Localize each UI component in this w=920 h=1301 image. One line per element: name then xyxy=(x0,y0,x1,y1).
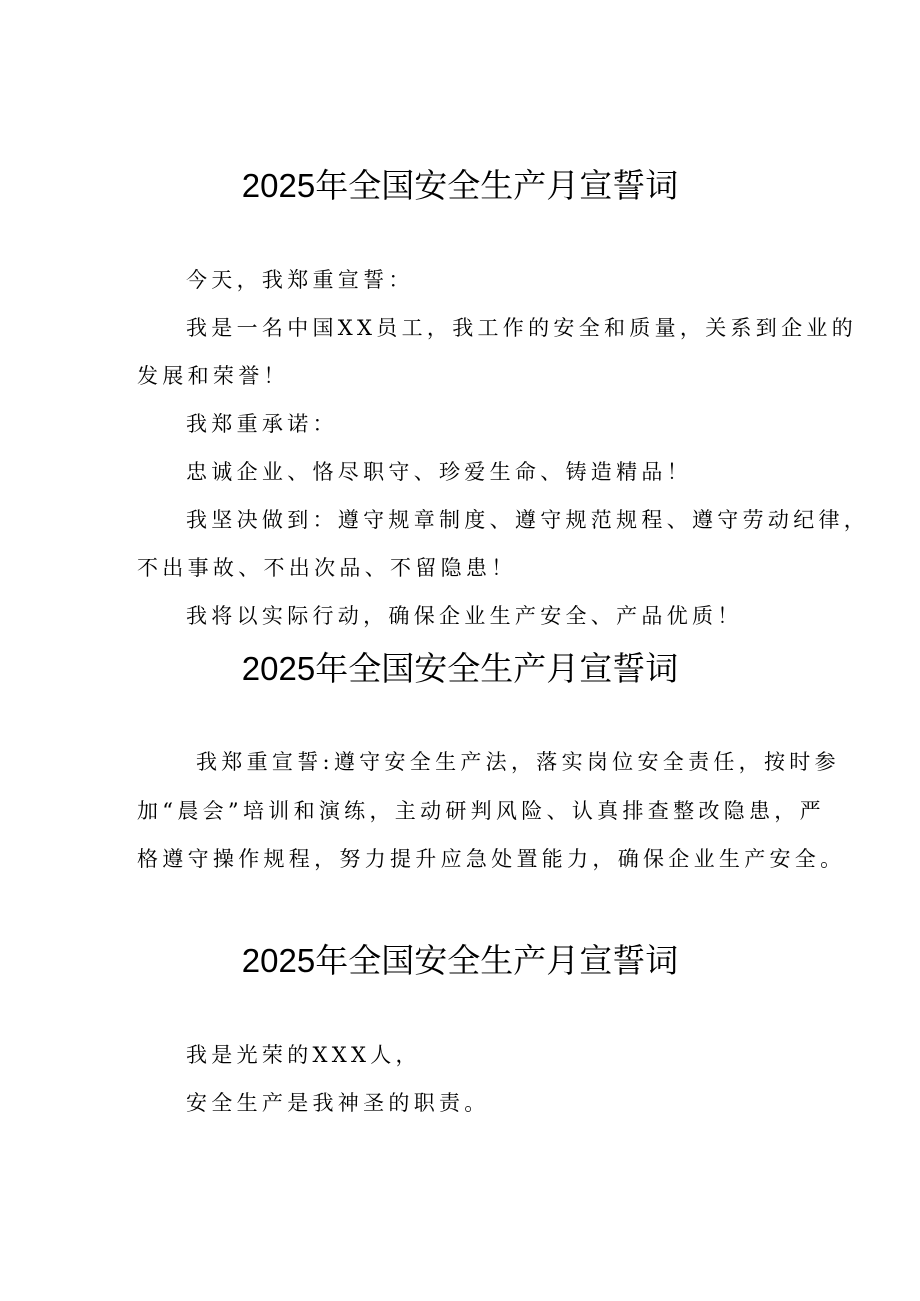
section-1-line-6: 我坚决做到：遵守规章制度、遵守规范规程、遵守劳动纪律， xyxy=(186,508,870,532)
section-1-line-8: 我将以实际行动，确保企业生产安全、产品优质！ xyxy=(186,604,743,628)
section-2-title: 2025年全国安全生产月宣誓词 xyxy=(241,650,679,687)
section-1-line-3: 发展和荣誉！ xyxy=(137,364,289,388)
section-2-line-1: 我郑重宣誓:遵守安全生产法，落实岗位安全责任，按时参 xyxy=(196,750,840,774)
section-3-line-1: 我是光荣的XXX人， xyxy=(186,1043,421,1067)
section-1-line-5: 忠诚企业、恪尽职守、珍爱生命、铸造精品！ xyxy=(186,460,692,484)
section-1-title: 2025年全国安全生产月宣誓词 xyxy=(241,167,679,204)
section-1-line-4: 我郑重承诺： xyxy=(186,412,338,436)
section-3-title: 2025年全国安全生产月宣誓词 xyxy=(241,942,679,979)
section-1-line-2: 我是一名中国XX员工，我工作的安全和质量，关系到企业的 xyxy=(186,316,857,340)
section-2-line-2: 加“晨会”培训和演练，主动研判风险、认真排查整改隐患，严 xyxy=(137,799,825,823)
section-1-line-1: 今天，我郑重宣誓： xyxy=(186,268,414,292)
section-3-line-2: 安全生产是我神圣的职责。 xyxy=(186,1091,490,1115)
section-2-line-3: 格遵守操作规程，努力提升应急处置能力，确保企业生产安全。 xyxy=(137,847,846,871)
section-1-line-7: 不出事故、不出次品、不留隐患！ xyxy=(137,556,517,580)
